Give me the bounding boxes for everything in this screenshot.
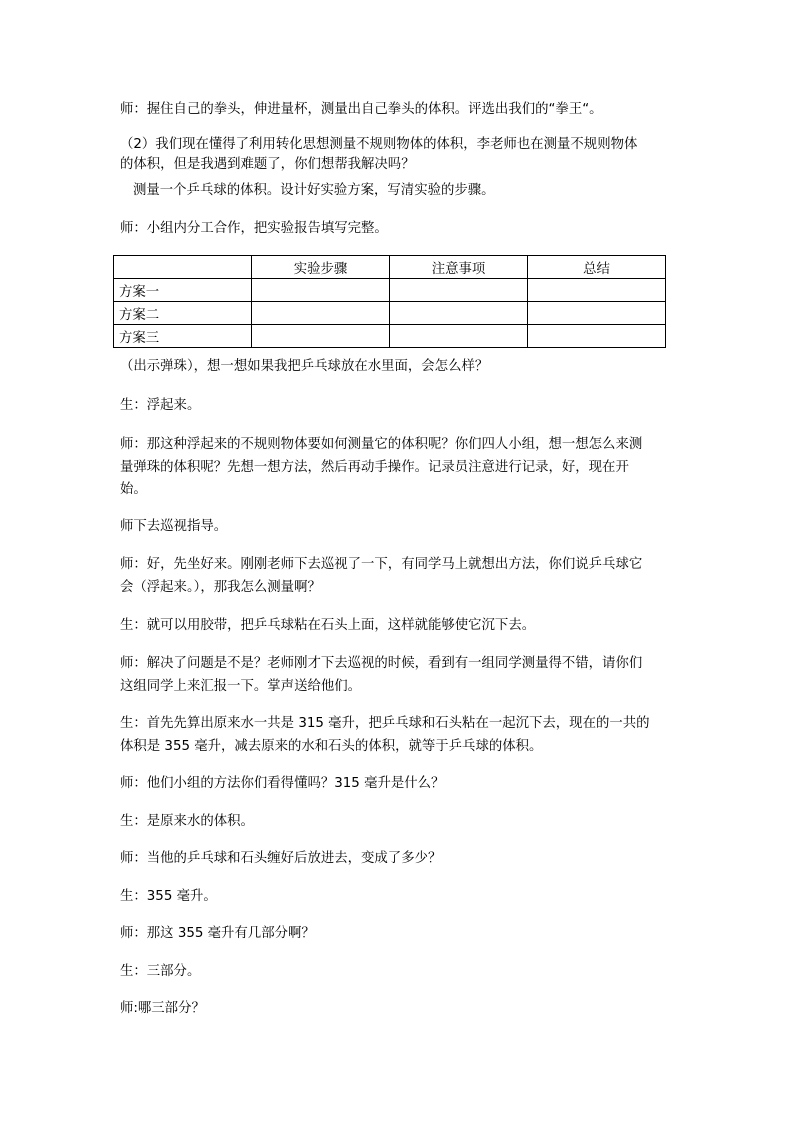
paragraph-student-original-water: 生：是原来水的体积。 <box>120 814 254 829</box>
paragraph-fist-volume: 师：握住自己的拳头，伸进量杯，测量出自己拳头的体积。评选出我们的“拳王“。 <box>120 102 603 117</box>
paragraph-student-report-line-2: 体积是 355 毫升，减去原来的水和石头的体积，就等于乒乓球的体积。 <box>120 739 543 754</box>
paragraph-teacher-patrol: 师下去巡视指导。 <box>120 519 228 534</box>
paragraph-teacher-solved-line-2: 这组同学上来汇报一下。掌声送给他们。 <box>120 679 362 694</box>
paragraph-teacher-sit-line-1: 师：好，先坐好来。刚刚老师下去巡视了一下，有同学马上就想出方法，你们说乒乓球它 <box>120 557 643 572</box>
table-header-notes: 注意事项 <box>390 256 528 279</box>
table-cell <box>528 302 666 325</box>
table-cell <box>390 279 528 302</box>
table-header-row <box>114 256 666 279</box>
table-row-label: 方案三 <box>114 325 252 348</box>
table-row <box>114 325 666 348</box>
paragraph-student-tape: 生：就可以用胶带，把乒乓球粘在石头上面，这样就能够使它沉下去。 <box>120 618 536 633</box>
table-header-cell <box>114 256 252 279</box>
paragraph-teacher-question-line-1: 师：那这种浮起来的不规则物体要如何测量它的体积呢？你们四人小组，想一想怎么来测 <box>120 437 643 452</box>
paragraph-show-marble: （出示弹珠），想一想如果我把乒乓球放在水里面，会怎么样？ <box>120 359 489 374</box>
table-cell <box>252 325 390 348</box>
experiment-report-table <box>113 255 666 348</box>
paragraph-teacher-parts: 师：那这 355 毫升有几部分啊？ <box>120 926 315 941</box>
table-cell <box>528 325 666 348</box>
table-cell <box>390 302 528 325</box>
paragraph-group-work: 师：小组内分工合作，把实验报告填写完整。 <box>120 221 388 236</box>
table-row-label: 方案二 <box>114 302 252 325</box>
table-header-steps: 实验步骤 <box>252 256 390 279</box>
paragraph-student-355: 生：355 毫升。 <box>120 889 217 904</box>
paragraph-teacher-which-parts: 师:哪三部分？ <box>120 1001 205 1016</box>
table-row <box>114 302 666 325</box>
table-row-label: 方案一 <box>114 279 252 302</box>
table-row <box>114 279 666 302</box>
table-cell <box>252 302 390 325</box>
paragraph-teacher-question-line-2: 量弹珠的体积呢？先想一想方法，然后再动手操作。记录员注意进行记录，好，现在开 <box>120 460 629 475</box>
table-cell <box>252 279 390 302</box>
paragraph-teacher-solved-line-1: 师：解决了问题是不是？老师刚才下去巡视的时候，看到有一组同学测量得不错，请你们 <box>120 656 643 671</box>
table-header-summary: 总结 <box>528 256 666 279</box>
paragraph-teacher-315: 师：他们小组的方法你们看得懂吗？315 毫升是什么？ <box>120 776 445 791</box>
paragraph-problem-line-1: （2）我们现在懂得了利用转化思想测量不规则物体的体积，李老师也在测量不规则物体 <box>120 137 638 152</box>
paragraph-problem-line-2: 的体积，但是我遇到难题了，你们想帮我解决吗？ <box>120 157 415 172</box>
table-cell <box>390 325 528 348</box>
paragraph-student-three-parts: 生：三部分。 <box>120 964 201 979</box>
paragraph-student-float: 生：浮起来。 <box>120 398 201 413</box>
paragraph-student-report-line-1: 生：首先先算出原来水一共是 315 毫升，把乒乓球和石头粘在一起沉下去，现在的一共的 <box>120 716 650 731</box>
paragraph-teacher-how-much: 师：当他的乒乓球和石头缠好后放进去，变成了多少？ <box>120 851 442 866</box>
paragraph-teacher-question-line-3: 始。 <box>120 482 147 497</box>
paragraph-task: 测量一个乒乓球的体积。设计好实验方案，写清实验的步骤。 <box>133 183 495 198</box>
table-cell <box>528 279 666 302</box>
paragraph-teacher-sit-line-2: 会（浮起来。），那我怎么测量啊？ <box>120 580 321 595</box>
